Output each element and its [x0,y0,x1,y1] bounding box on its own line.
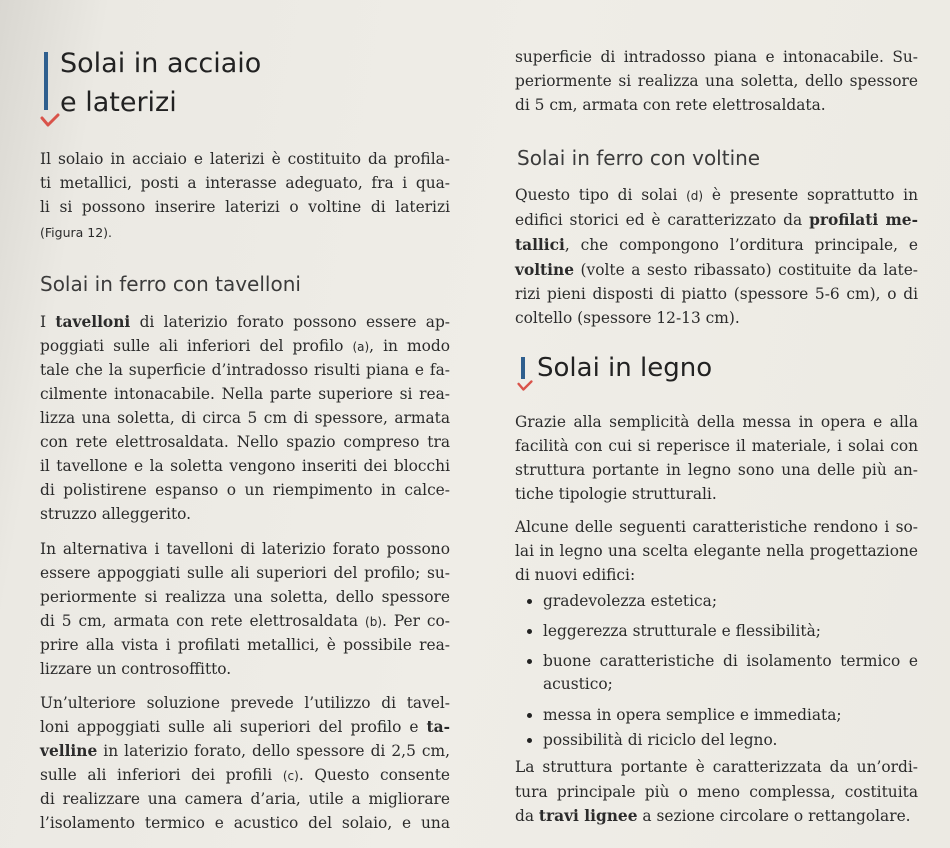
paragraph-line: velline in laterizio forato, dello spessore di 2,5 cm, [40,742,450,760]
paragraph-line: periormente si realizza una soletta, dello spessore [40,588,450,606]
paragraph-line: In alternativa i tavelloni di laterizio forato possono [40,540,450,558]
list-item: possibilità di riciclo del legno. [543,731,778,749]
list-item: buone caratteristiche di isolamento termico e [543,652,918,670]
paragraph-line: struttura portante in legno sono una delle più an- [515,461,918,479]
paragraph-line: tura principale più o meno complessa, costituita [515,783,918,801]
section-title-voltine: Solai in ferro con voltine [517,146,761,170]
paragraph-line: sulle ali inferiori dei profili (c). Questo consente [40,766,450,784]
list-item: leggerezza strutturale e flessibilità; [543,622,821,640]
paragraph-line: struzzo alleggerito. [40,505,192,523]
check-mark-icon [517,379,533,392]
ref-c: (c) [282,769,299,783]
paragraph-line: il tavellone e la soletta vengono inseriti dei blocchi [40,457,450,475]
paragraph-line: di realizzare una camera d’aria, utile a migliorare [40,790,450,808]
paragraph-line: di 5 cm, armata con rete elettrosaldata (b). Per co- [40,612,450,630]
bullet-icon [527,629,532,634]
paragraph-line: edifici storici ed è caratterizzato da profilati me- [515,211,918,229]
paragraph-line: di 5 cm, armata con rete elettrosaldata. [515,96,826,114]
heading-solai-in-legno: Solai in legno [537,353,713,383]
bullet-icon [527,659,532,664]
paragraph-line: Un’ulteriore soluzione prevede l’utilizzo di tavel- [40,694,450,712]
bullet-icon [527,713,532,718]
main-heading-line1: Solai in acciaio [60,48,262,79]
paragraph-line: periormente si realizza una soletta, dello spessore [515,72,918,90]
paragraph-line: superficie di intradosso piana e intonacabile. Su- [515,48,918,66]
paragraph-line: l’isolamento termico e acustico del solaio, e una [40,814,450,832]
heading-accent-bar [521,357,525,379]
paragraph-line: tale che la superficie d’intradosso risulti piana e fa- [40,361,450,379]
ref-a: (a) [352,340,370,354]
main-heading-line2: e laterizi [60,87,177,118]
paragraph-line: prire alla vista i profilati metallici, è possibile rea- [40,636,450,654]
paragraph-line: di polistirene espanso o un riempimento in calce- [40,481,450,499]
ref-d: (d) [686,189,704,203]
paragraph-line: lizza una soletta, di circa 5 cm di spessore, armata [40,409,450,427]
intro-line: Il solaio in acciaio e laterizi è costituito da profila- [40,150,450,168]
paragraph-line: di nuovi edifici: [515,566,636,584]
intro-line: li si possono inserire laterizi o voltine di laterizi [40,198,450,216]
paragraph-line: lai in legno una scelta elegante nella progettazione [515,542,918,560]
paragraph-line: voltine (volte a sesto ribassato) costituite da late- [515,261,918,279]
paragraph-line: Alcune delle seguenti caratteristiche rendono i so- [515,518,918,536]
intro-line: ti metallici, posti a interasse adeguato, fra i qua- [40,174,450,192]
ref-b: (b) [365,615,382,629]
paragraph-line: con rete elettrosaldata. Nello spazio compreso tra [40,433,450,451]
check-mark-icon [40,112,60,128]
paragraph-line: essere appoggiati sulle ali superiori del profilo; su- [40,564,450,582]
heading-accent-bar [44,52,48,110]
paragraph-line: loni appoggiati sulle ali superiori del profilo e ta- [40,718,450,736]
list-item: acustico; [543,675,613,693]
paragraph-line: rizi pieni disposti di piatto (spessore 5-6 cm), o di [515,285,918,303]
paragraph-line: tiche tipologie strutturali. [515,485,717,503]
figure-reference: (Figura 12). [40,225,113,240]
bullet-icon [527,738,532,743]
paragraph-line: cilmente intonacabile. Nella parte superiore si rea- [40,385,450,403]
list-item: gradevolezza estetica; [543,592,718,610]
paragraph-line: poggiati sulle ali inferiori del profilo (a), in modo [40,337,450,355]
paragraph-line: Grazie alla semplicità della messa in opera e alla [515,413,918,431]
paragraph-line: I tavelloni di laterizio forato possono essere ap- [40,313,450,331]
paragraph-line: tallici, che compongono l’orditura principale, e [515,236,918,254]
paragraph-line: lizzare un controsoffitto. [40,660,232,678]
list-item: messa in opera semplice e immediata; [543,706,842,724]
paragraph-line: da travi lignee a sezione circolare o rettangolare. [515,807,911,825]
paragraph-line: La struttura portante è caratterizzata da un’ordi- [515,758,918,776]
paragraph-line: coltello (spessore 12-13 cm). [515,309,740,327]
paragraph-line: facilità con cui si reperisce il materiale, i solai con [515,437,918,455]
bullet-icon [527,599,532,604]
paragraph-line: Questo tipo di solai (d) è presente soprattutto in [515,186,918,204]
section-title-tavelloni: Solai in ferro con tavelloni [40,272,301,296]
